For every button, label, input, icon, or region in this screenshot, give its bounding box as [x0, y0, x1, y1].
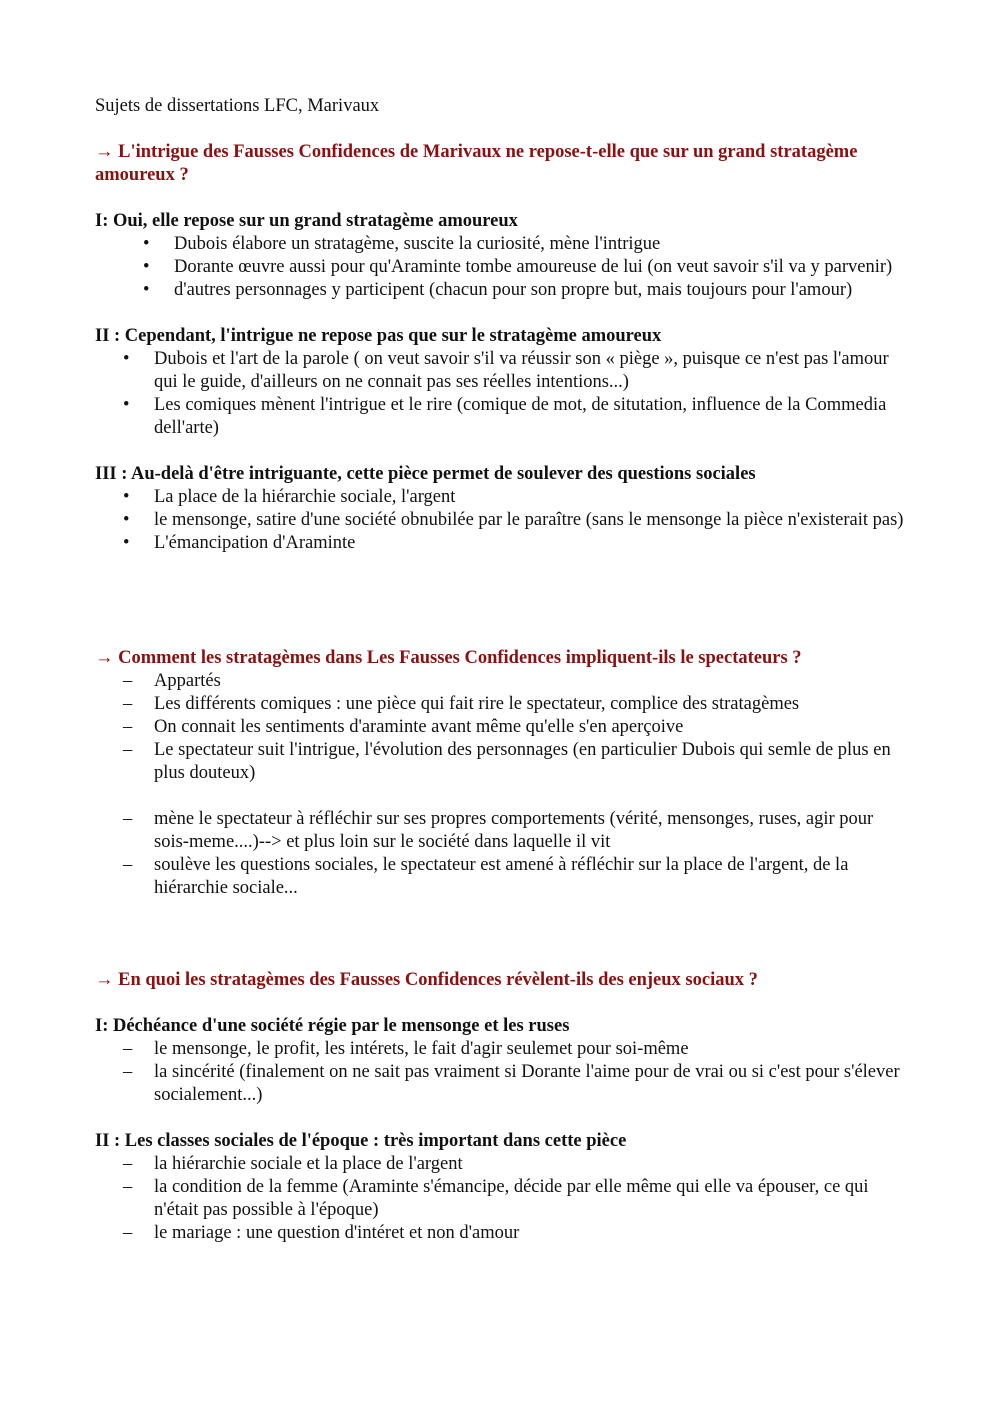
dash-icon: –	[123, 1039, 133, 1059]
question-2	[95, 647, 905, 670]
bullet-icon: •	[123, 487, 130, 507]
s1-part1-heading: I: Oui, elle repose sur un grand stratagème amoureux	[95, 211, 518, 231]
list-item: – la condition de la femme (Araminte s'émancipe, décide par elle même qui elle va épouser, ce qui n'était pas possible à l'époque)	[123, 1177, 869, 1220]
list-item: – soulève les questions sociales, le spectateur est amené à réfléchir sur la place de l'argent, de la hiérarchie sociale...	[123, 855, 849, 898]
bullet-icon: •	[123, 349, 130, 369]
s3-part2-heading: II : Les classes sociales de l'époque : très important dans cette pièce	[95, 1131, 627, 1151]
list-item: – Appartés	[123, 671, 221, 691]
arrow-icon: →	[95, 970, 114, 990]
s1-part1-list	[95, 233, 905, 302]
document-page	[95, 95, 905, 1245]
list-item: • Dorante œuvre aussi pour qu'Araminte tombe amoureuse de lui (on veut savoir s'il va y parvenir)	[143, 257, 893, 277]
dash-icon: –	[123, 809, 133, 829]
list-item: – On connait les sentiments d'araminte avant même qu'elle s'en aperçoive	[123, 717, 684, 737]
s1-part2-heading: II : Cependant, l'intrigue ne repose pas que sur le stratagème amoureux	[95, 326, 662, 346]
dash-icon: –	[123, 740, 133, 760]
list-item: – le mariage : une question d'intéret et non d'amour	[123, 1223, 520, 1243]
question-2-text: Comment les stratagèmes dans Les Fausses Confidences impliquent-ils le spectateurs ?	[118, 648, 802, 668]
s1-part2-list	[95, 348, 905, 440]
dash-icon: –	[123, 717, 133, 737]
list-item: • Dubois et l'art de la parole ( on veut savoir s'il va réussir son « piège », puisque ce n'est pas l'amour qui le guide, d'ailleurs on ne connait pas ses réelles intentions...)	[123, 349, 889, 392]
bullet-icon: •	[143, 280, 150, 300]
arrow-icon: →	[95, 142, 114, 162]
list-item: – le mensonge, le profit, les intérets, le fait d'agir seulemet pour soi-même	[123, 1039, 689, 1059]
arrow-icon: →	[95, 648, 114, 668]
s1-part3-list	[95, 486, 905, 555]
s2-list-a	[95, 670, 905, 785]
dash-icon: –	[123, 855, 133, 875]
question-1	[95, 141, 905, 187]
bullet-icon: •	[123, 395, 130, 415]
list-item: • L'émancipation d'Araminte	[123, 533, 356, 553]
list-item: – mène le spectateur à réfléchir sur ses propres comportements (vérité, mensonges, ruses, agir pour sois-meme....)--> et plus loin sur le société dans laquelle il vit	[123, 809, 874, 852]
list-item: – la hiérarchie sociale et la place de l'argent	[123, 1154, 463, 1174]
bullet-icon: •	[123, 510, 130, 530]
s3-part2-list	[95, 1153, 905, 1245]
bullet-icon: •	[143, 257, 150, 277]
s1-part3-heading: III : Au-delà d'être intriguante, cette pièce permet de soulever des questions sociales	[95, 464, 756, 484]
question-3-text: En quoi les stratagèmes des Fausses Confidences révèlent-ils des enjeux sociaux ?	[118, 970, 758, 990]
s2-list-b	[95, 808, 905, 900]
dash-icon: –	[123, 1154, 133, 1174]
dash-icon: –	[123, 671, 133, 691]
dash-icon: –	[123, 694, 133, 714]
list-item: • Les comiques mènent l'intrigue et le rire (comique de mot, de situtation, influence de la Commedia dell'arte)	[123, 395, 887, 438]
document-title: Sujets de dissertations LFC, Marivaux	[95, 96, 380, 116]
list-item: – Les différents comiques : une pièce qui fait rire le spectateur, complice des stratagèmes	[123, 694, 800, 714]
s3-part1-list	[95, 1038, 905, 1107]
list-item: • Dubois élabore un stratagème, suscite la curiosité, mène l'intrigue	[143, 234, 661, 254]
list-item: – la sincérité (finalement on ne sait pas vraiment si Dorante l'aime pour de vrai ou si c'est pour s'élever socialement...)	[123, 1062, 900, 1105]
question-3	[95, 969, 905, 992]
question-1-text: L'intrigue des Fausses Confidences de Marivaux ne repose-t-elle que sur un grand stratagème amoureux ?	[95, 142, 858, 185]
bullet-icon: •	[123, 533, 130, 553]
s3-part1-heading: I: Déchéance d'une société régie par le mensonge et les ruses	[95, 1016, 570, 1036]
list-item: – Le spectateur suit l'intrigue, l'évolution des personnages (en particulier Dubois qui semle de plus en plus douteux)	[123, 740, 891, 783]
dash-icon: –	[123, 1223, 133, 1243]
bullet-icon: •	[143, 234, 150, 254]
list-item: • d'autres personnages y participent (chacun pour son propre but, mais toujours pour l'amour)	[143, 280, 853, 300]
dash-icon: –	[123, 1177, 133, 1197]
dash-icon: –	[123, 1062, 133, 1082]
list-item: • le mensonge, satire d'une société obnubilée par le paraître (sans le mensonge la pièce n'existerait pas)	[123, 510, 904, 530]
list-item: • La place de la hiérarchie sociale, l'argent	[123, 487, 456, 507]
